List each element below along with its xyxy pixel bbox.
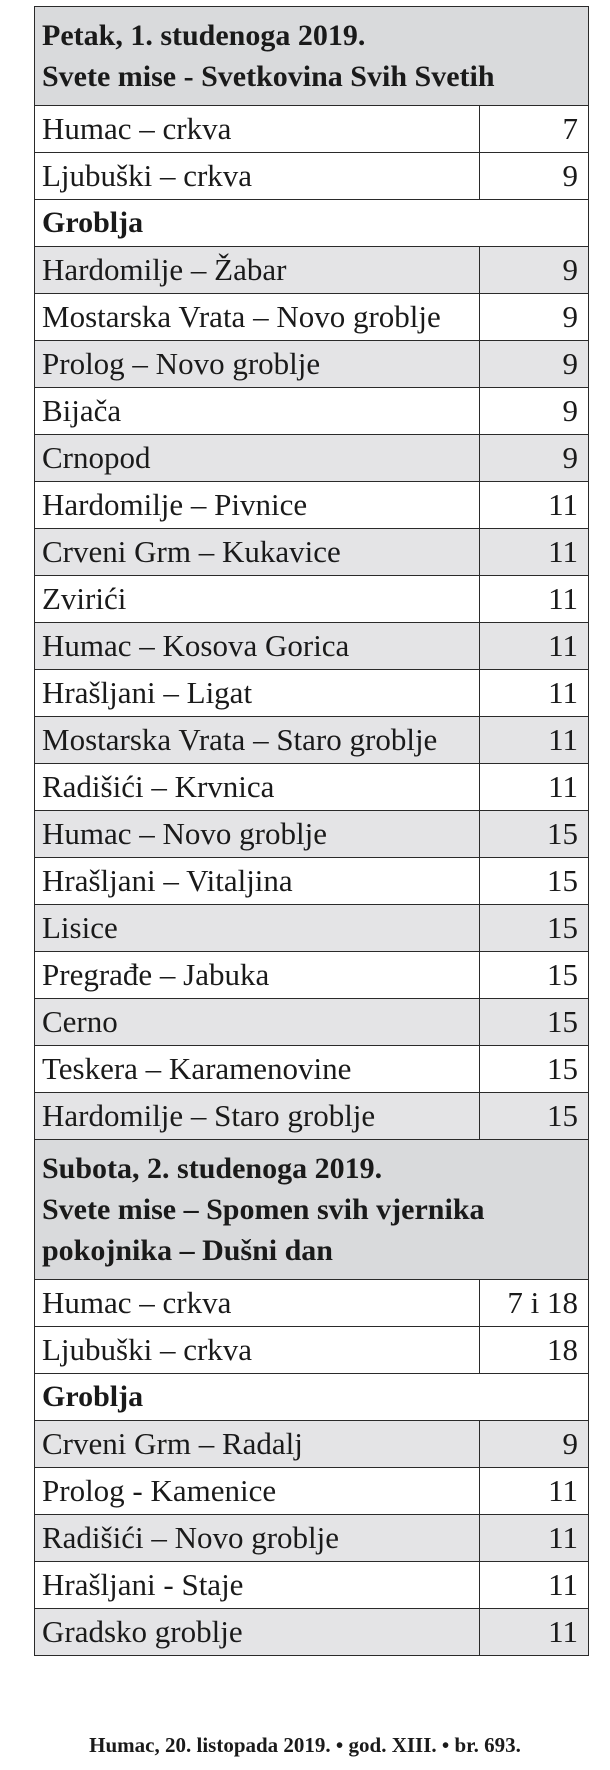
table-row (35, 1421, 589, 1468)
location-cell: Hrašljani - Staje (35, 1562, 480, 1609)
schedule-body (35, 7, 589, 1656)
location-cell: Gradsko groblje (35, 1609, 480, 1656)
section-heading: Groblja (35, 200, 589, 247)
mass-schedule-table (34, 6, 589, 1656)
time-cell: 15 (480, 811, 589, 858)
location-cell: Lisice (35, 905, 480, 952)
day-subtitle: pokojnika – Dušni dan (42, 1234, 333, 1267)
table-row (35, 1515, 589, 1562)
day2-header-row (35, 1140, 589, 1280)
table-row (35, 482, 589, 529)
location-cell: Mostarska Vrata – Novo groblje (35, 294, 480, 341)
location-cell: Ljubuški – crkva (35, 1327, 480, 1374)
location-cell: Humac – crkva (35, 1280, 480, 1327)
day-title: Petak, 1. studenoga 2019. (42, 19, 366, 52)
time-cell: 15 (480, 1093, 589, 1140)
location-cell: Prolog – Novo groblje (35, 341, 480, 388)
time-cell: 9 (480, 294, 589, 341)
time-cell: 11 (480, 1468, 589, 1515)
location-cell: Hrašljani – Ligat (35, 670, 480, 717)
table-row (35, 999, 589, 1046)
table-row (35, 153, 589, 200)
day-title: Subota, 2. studenoga 2019. (42, 1152, 383, 1185)
location-cell: Crnopod (35, 435, 480, 482)
time-cell: 11 (480, 1515, 589, 1562)
day1-header-row (35, 7, 589, 106)
location-cell: Hardomilje – Pivnice (35, 482, 480, 529)
table-row (35, 294, 589, 341)
location-cell: Hrašljani – Vitaljina (35, 858, 480, 905)
table-row (35, 341, 589, 388)
table-row (35, 717, 589, 764)
table-row (35, 1093, 589, 1140)
table-row (35, 247, 589, 294)
day-subtitle: Svete mise - Svetkovina Svih Svetih (42, 60, 495, 93)
location-cell: Radišići – Novo groblje (35, 1515, 480, 1562)
section-row (35, 1374, 589, 1421)
time-cell: 11 (480, 764, 589, 811)
location-cell: Ljubuški – crkva (35, 153, 480, 200)
location-cell: Crveni Grm – Kukavice (35, 529, 480, 576)
time-cell: 15 (480, 905, 589, 952)
section-row (35, 200, 589, 247)
table-row (35, 1562, 589, 1609)
location-cell: Prolog - Kamenice (35, 1468, 480, 1515)
location-cell: Crveni Grm – Radalj (35, 1421, 480, 1468)
day-subtitle: Svete mise – Spomen svih vjernika (42, 1193, 485, 1226)
table-row (35, 1327, 589, 1374)
time-cell: 9 (480, 153, 589, 200)
location-cell: Teskera – Karamenovine (35, 1046, 480, 1093)
location-cell: Humac – crkva (35, 106, 480, 153)
time-cell: 11 (480, 529, 589, 576)
table-row (35, 905, 589, 952)
table-row (35, 106, 589, 153)
time-cell: 15 (480, 1046, 589, 1093)
time-cell: 9 (480, 435, 589, 482)
table-row (35, 764, 589, 811)
location-cell: Zvirići (35, 576, 480, 623)
location-cell: Cerno (35, 999, 480, 1046)
time-cell: 11 (480, 717, 589, 764)
table-row (35, 811, 589, 858)
table-row (35, 670, 589, 717)
time-cell: 9 (480, 388, 589, 435)
time-cell: 9 (480, 247, 589, 294)
section-heading: Groblja (35, 1374, 589, 1421)
time-cell: 7 (480, 106, 589, 153)
time-cell: 15 (480, 999, 589, 1046)
day2-header (35, 1140, 589, 1280)
table-row (35, 576, 589, 623)
table-row (35, 1468, 589, 1515)
table-row (35, 952, 589, 999)
location-cell: Humac – Novo groblje (35, 811, 480, 858)
table-row (35, 1280, 589, 1327)
time-cell: 11 (480, 482, 589, 529)
location-cell: Mostarska Vrata – Staro groblje (35, 717, 480, 764)
table-row (35, 388, 589, 435)
time-cell: 9 (480, 1421, 589, 1468)
publication-footer: Humac, 20. listopada 2019. • god. XIII. • br. 693. (89, 1733, 521, 1757)
time-cell: 9 (480, 341, 589, 388)
location-cell: Humac – Kosova Gorica (35, 623, 480, 670)
time-cell: 11 (480, 1609, 589, 1656)
time-cell: 11 (480, 670, 589, 717)
time-cell: 11 (480, 576, 589, 623)
location-cell: Radišići – Krvnica (35, 764, 480, 811)
location-cell: Hardomilje – Staro groblje (35, 1093, 480, 1140)
table-row (35, 1609, 589, 1656)
table-row (35, 435, 589, 482)
time-cell: 7 i 18 (480, 1280, 589, 1327)
time-cell: 15 (480, 952, 589, 999)
location-cell: Hardomilje – Žabar (35, 247, 480, 294)
time-cell: 18 (480, 1327, 589, 1374)
day1-header (35, 7, 589, 106)
location-cell: Bijača (35, 388, 480, 435)
time-cell: 11 (480, 1562, 589, 1609)
time-cell: 11 (480, 623, 589, 670)
location-cell: Pregrađe – Jabuka (35, 952, 480, 999)
table-row (35, 529, 589, 576)
time-cell: 15 (480, 858, 589, 905)
table-row (35, 1046, 589, 1093)
table-row (35, 858, 589, 905)
table-row (35, 623, 589, 670)
